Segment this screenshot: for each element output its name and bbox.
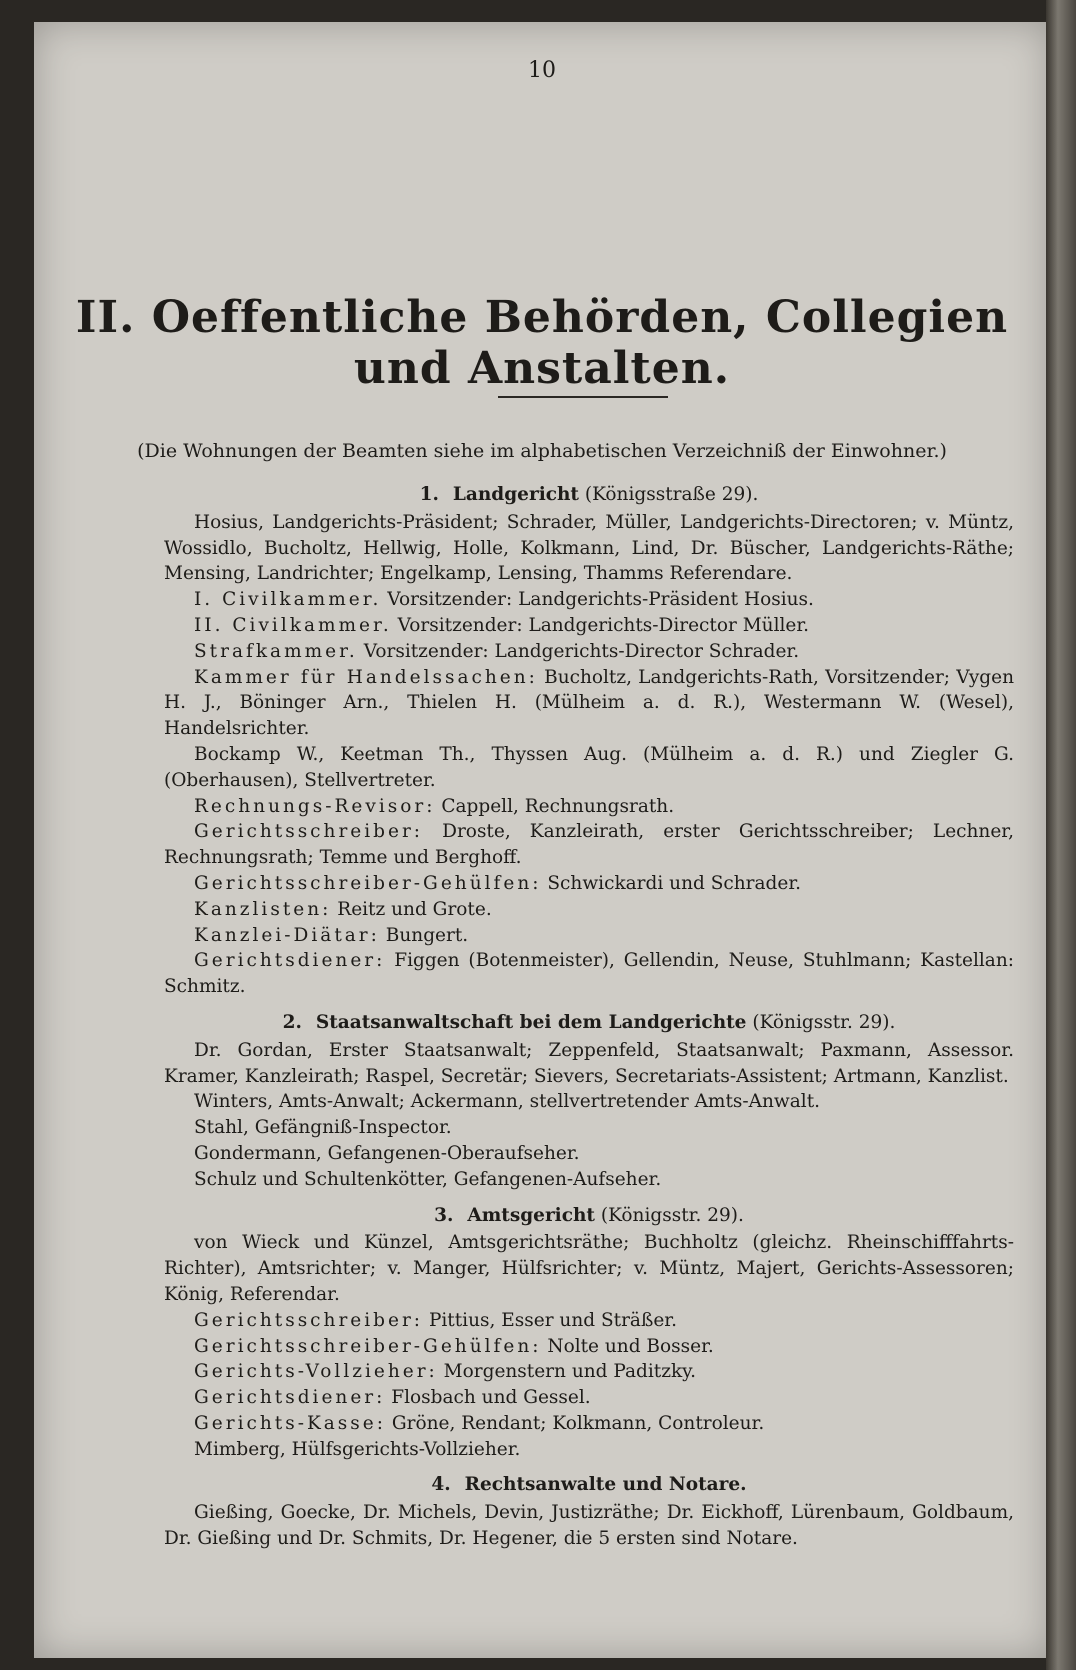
paragraph: Gerichtsschreiber-Gehülfen: Schwickardi und Schrader. (194, 872, 802, 894)
paragraph: Gerichts-Vollzieher: Morgenstern und Paditzky. (194, 1361, 697, 1383)
residence-note: (Die Wohnungen der Beamten siehe im alphabetischen Verzeichniß der Einwohner.) (137, 440, 947, 462)
paragraph: Schulz und Schultenkötter, Gefangenen-Aufseher. (194, 1168, 662, 1190)
paragraph: Hosius, Landgerichts-Präsident; Schrader, Müller, Landgerichts-Directoren; v. Müntz, Wossidlo, Bucholtz, Hellwig, Holle, Kolkmann, Lind, Dr. Büscher, Landgerichts-Räthe; Mensing, Landrichter; Engelkamp, Lensing, Thamms Referendare. (164, 511, 1014, 585)
paragraph: Gerichtsschreiber: Pittius, Esser und Sträßer. (194, 1309, 677, 1331)
paragraph: Gondermann, Gefangenen-Oberaufseher. (194, 1142, 580, 1164)
paragraph: Rechnungs-Revisor: Cappell, Rechnungsrath. (194, 795, 675, 817)
paragraph: Gerichts-Kasse: Gröne, Rendant; Kolkmann, Controleur. (194, 1412, 765, 1434)
paragraph: Gießing, Goecke, Dr. Michels, Devin, Justizräthe; Dr. Eickhoff, Lürenbaum, Goldbaum, Dr. Gießing und Dr. Schmits, Dr. Hegener, die 5 ersten sind Notare. (164, 1502, 1014, 1550)
paragraph: I. Civilkammer. Vorsitzender: Landgerichts-Präsident Hosius. (194, 589, 814, 611)
document-page (34, 22, 1050, 1658)
paragraph: Gerichtsschreiber-Gehülfen: Nolte und Bosser. (194, 1335, 714, 1357)
page-title: II. Oeffentliche Behörden, Collegien und Anstalten. (75, 292, 1009, 394)
paragraph: Kammer für Handelssachen: Bucholtz, Landgerichts-Rath, Vorsitzender; Vygen H. J., Böninger Arn., Thielen H. (Mülheim a. d. R.), Westermann W. (Wesel), Handelsrichter. (164, 666, 1014, 740)
paragraph: Dr. Gordan, Erster Staatsanwalt; Zeppenfeld, Staatsanwalt; Paxmann, Assessor. Kramer, Kanzleirath; Raspel, Secretär; Sievers, Secretariats-Assistent; Artmann, Kanzlist. (164, 1039, 1014, 1087)
paragraph: Kanzlei-Diätar: Bungert. (194, 924, 469, 946)
paragraph: von Wieck und Künzel, Amtsgerichtsräthe; Buchholtz (gleichz. Rheinschifffahrts-Richter), Amtsrichter; v. Manger, Hülfsrichter; v. Müntz, Majert, Gerichts-Assessoren; König, Referendar. (164, 1232, 1014, 1305)
paragraph: Kanzlisten: Reitz und Grote. (194, 898, 492, 920)
title-divider (498, 396, 668, 398)
paragraph: Mimberg, Hülfsgerichts-Vollzieher. (194, 1438, 521, 1460)
page-number: 10 (528, 58, 556, 83)
paragraph: Bockamp W., Keetman Th., Thyssen Aug. (Mülheim a. d. R.) und Ziegler G. (Oberhausen), Stellvertreter. (164, 743, 1014, 791)
section-heading-staatsanwaltschaft: 2. Staatsanwaltschaft bei dem Landgerichte (Königsstr. 29). (282, 1011, 896, 1033)
paragraph: II. Civilkammer. Vorsitzender: Landgerichts-Director Müller. (194, 614, 810, 636)
document-body (164, 478, 1014, 1552)
paragraph: Gerichtsdiener: Flosbach und Gessel. (194, 1387, 591, 1409)
paragraph: Gerichtsdiener: Figgen (Botenmeister), Gellendin, Neuse, Stuhlmann; Kastellan: Schmitz. (164, 950, 1014, 998)
paragraph: Gerichtsschreiber: Droste, Kanzleirath, erster Gerichtsschreiber; Lechner, Rechnungsrath; Temme und Berghoff. (164, 821, 1014, 869)
paragraph: Strafkammer. Vorsitzender: Landgerichts-Director Schrader. (194, 640, 800, 662)
section-heading-landgericht: 1. Landgericht (Königsstraße 29). (419, 484, 759, 505)
paragraph: Stahl, Gefängniß-Inspector. (194, 1117, 452, 1139)
section-heading-rechtsanwalte: 4. Rechtsanwalte und Notare. (431, 1474, 747, 1496)
book-edge (1046, 0, 1076, 1670)
section-heading-amtsgericht: 3. Amtsgericht (Königsstr. 29). (434, 1204, 744, 1226)
paragraph: Winters, Amts-Anwalt; Ackermann, stellvertretender Amts-Anwalt. (194, 1091, 821, 1113)
